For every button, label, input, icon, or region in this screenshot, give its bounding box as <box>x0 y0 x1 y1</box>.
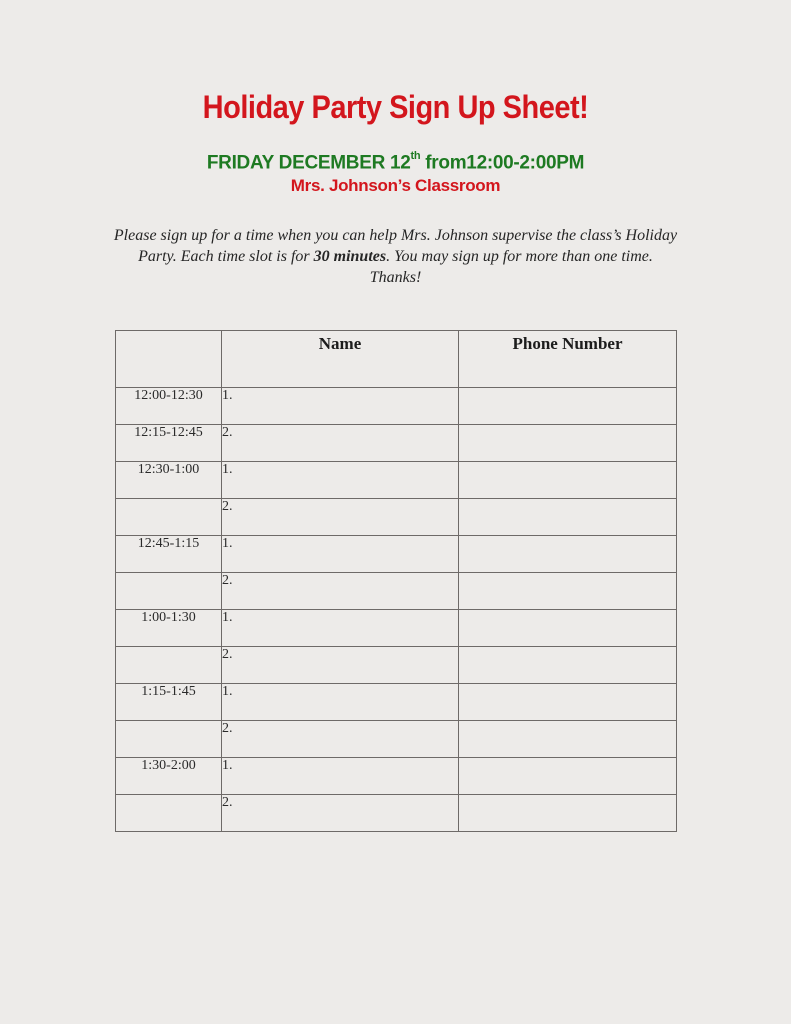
phone-cell[interactable] <box>459 388 677 425</box>
header-time <box>116 331 222 388</box>
table-row <box>116 462 677 499</box>
header-phone: Phone Number <box>459 331 677 388</box>
thanks-text: Thanks! <box>369 269 422 286</box>
time-slot-cell: 12:30-1:00 <box>116 462 222 499</box>
name-cell[interactable]: 2. <box>222 647 459 684</box>
event-location: Mrs. Johnson’s Classroom <box>290 176 501 195</box>
time-slot-cell: 12:45-1:15 <box>116 536 222 573</box>
page-title: Holiday Party Sign Up Sheet! <box>202 90 589 126</box>
time-slot-cell <box>116 647 222 684</box>
name-cell[interactable]: 2. <box>222 499 459 536</box>
name-cell[interactable]: 2. <box>222 425 459 462</box>
phone-cell[interactable] <box>459 758 677 795</box>
event-date-ordinal: th <box>410 150 421 162</box>
table-row <box>116 684 677 721</box>
instructions-text: Please sign up for a time when you can help Mrs. Johnson supervise the class’s Holiday Party. Each time slot is for <box>113 227 678 265</box>
phone-cell[interactable] <box>459 610 677 647</box>
table-row <box>116 647 677 684</box>
time-slot-cell: 1:00-1:30 <box>116 610 222 647</box>
phone-cell[interactable] <box>459 795 677 832</box>
signup-table <box>115 330 677 832</box>
table-row <box>116 499 677 536</box>
time-slot-cell: 1:30-2:00 <box>116 758 222 795</box>
phone-cell[interactable] <box>459 425 677 462</box>
table-row <box>116 573 677 610</box>
name-cell[interactable]: 2. <box>222 795 459 832</box>
phone-cell[interactable] <box>459 499 677 536</box>
time-slot-cell <box>116 573 222 610</box>
phone-cell[interactable] <box>459 536 677 573</box>
table-row <box>116 721 677 758</box>
header-name: Name <box>222 331 459 388</box>
table-row <box>116 388 677 425</box>
phone-cell[interactable] <box>459 721 677 758</box>
name-cell[interactable]: 1. <box>222 758 459 795</box>
phone-cell[interactable] <box>459 573 677 610</box>
instructions-text-end: . You may sign up for more than one time. <box>386 248 653 265</box>
event-date <box>0 152 791 174</box>
phone-cell[interactable] <box>459 462 677 499</box>
table-header-row <box>116 331 677 388</box>
name-cell[interactable]: 1. <box>222 684 459 721</box>
phone-cell[interactable] <box>459 647 677 684</box>
time-slot-cell <box>116 795 222 832</box>
name-cell[interactable]: 2. <box>222 721 459 758</box>
event-date-main: FRIDAY DECEMBER 12 <box>206 152 411 174</box>
time-slot-cell: 12:15-12:45 <box>116 425 222 462</box>
name-cell[interactable]: 2. <box>222 573 459 610</box>
time-slot-cell: 12:00-12:30 <box>116 388 222 425</box>
table-row <box>116 758 677 795</box>
time-slot-cell: 1:15-1:45 <box>116 684 222 721</box>
table-row <box>116 610 677 647</box>
name-cell[interactable]: 1. <box>222 462 459 499</box>
table-row <box>116 536 677 573</box>
time-slot-cell <box>116 721 222 758</box>
instructions-paragraph <box>110 225 681 288</box>
name-cell[interactable]: 1. <box>222 610 459 647</box>
instructions-duration: 30 minutes <box>313 248 387 265</box>
name-cell[interactable]: 1. <box>222 536 459 573</box>
name-cell[interactable]: 1. <box>222 388 459 425</box>
phone-cell[interactable] <box>459 684 677 721</box>
time-slot-cell <box>116 499 222 536</box>
table-row <box>116 795 677 832</box>
table-row <box>116 425 677 462</box>
event-time-range: from12:00-2:00PM <box>420 152 585 174</box>
